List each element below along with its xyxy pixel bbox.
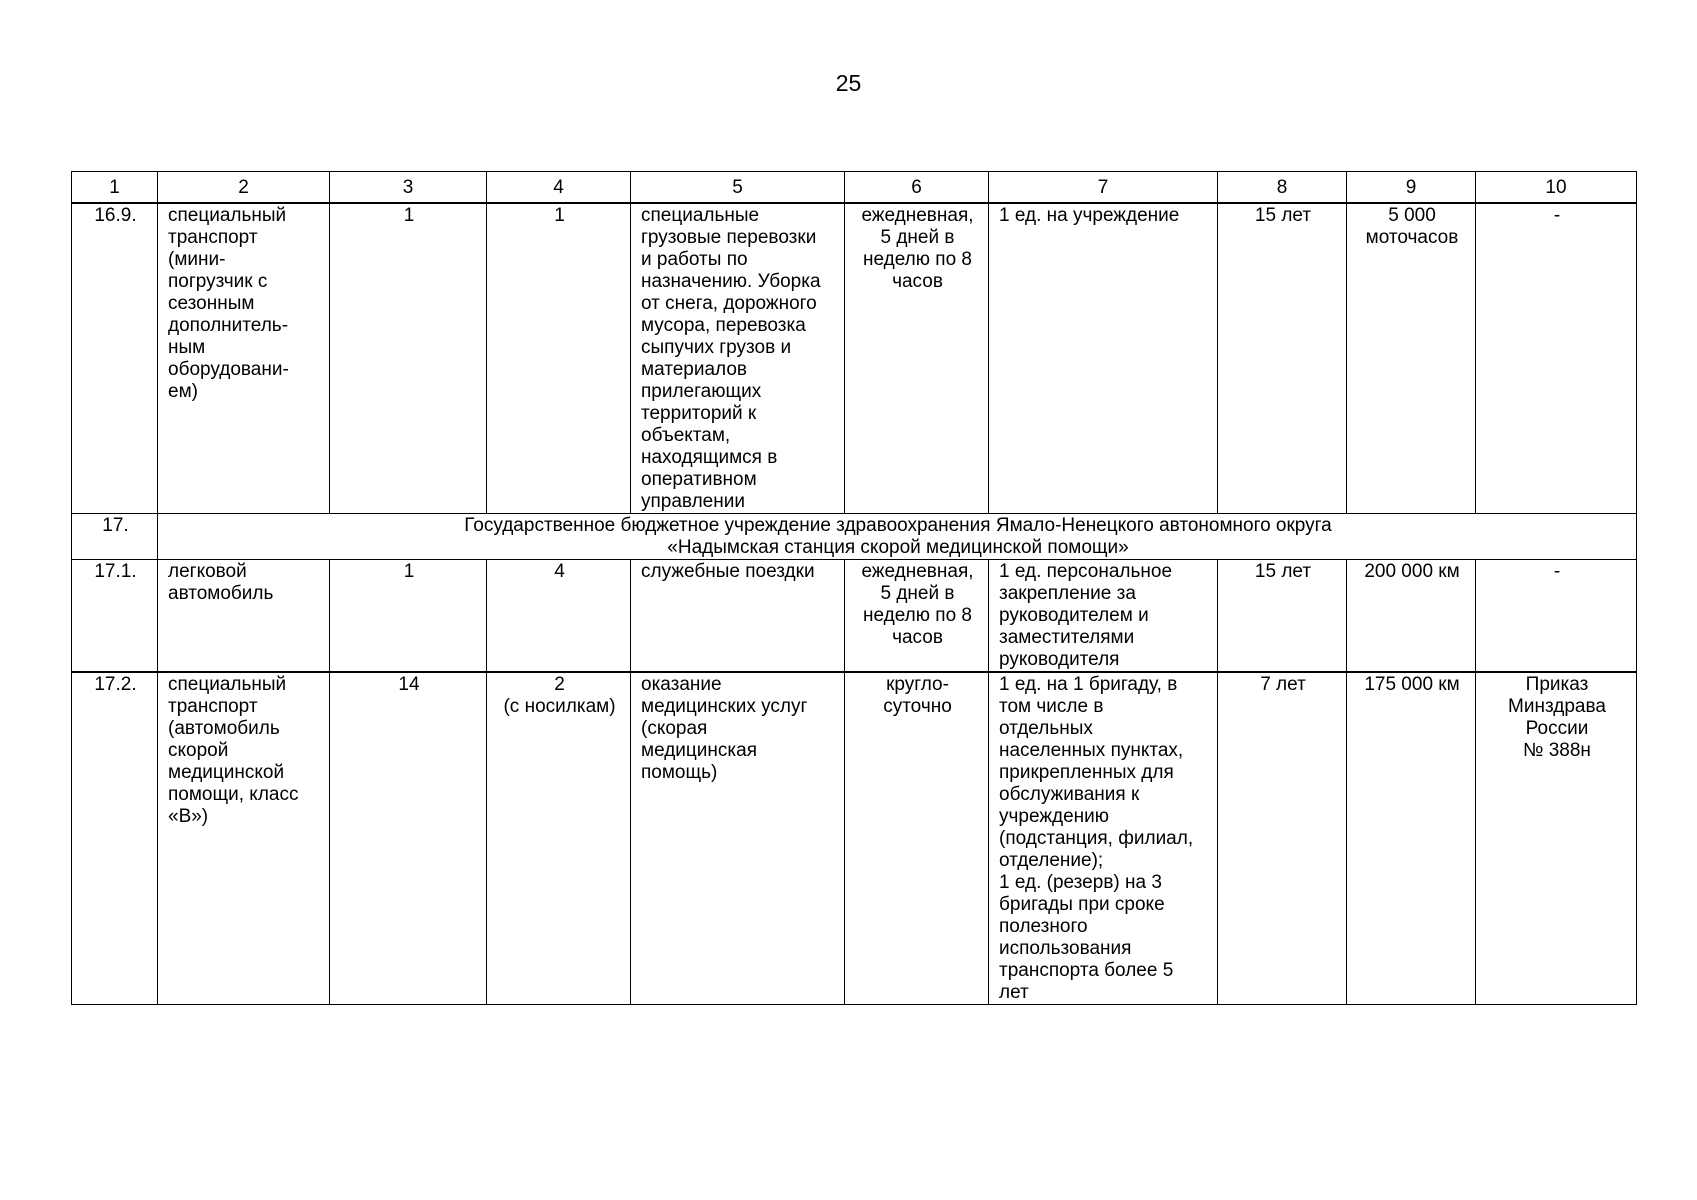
cell-col4: 1 (487, 203, 631, 514)
usage-purpose: оказание медицинских услуг (скорая медицинская помощь) (631, 672, 845, 1005)
norm-text: 1 ед. на 1 бригаду, в том числе в отдельных населенных пунктах, прикрепленных для обслуживания к учреждению (подстанция, филиал, отделение); 1 ед. (резерв) на 3 бригады при сроке полезного использования транспорта более 5 лет (989, 672, 1218, 1005)
service-life: 15 лет (1218, 203, 1347, 514)
column-number: 5 (631, 172, 845, 204)
usage-mode: ежедневная, 5 дней в неделю по 8 часов (845, 560, 989, 673)
legal-basis: - (1476, 203, 1637, 514)
mileage: 5 000 моточасов (1347, 203, 1476, 514)
column-number: 3 (330, 172, 487, 204)
norm-text: 1 ед. на учреждение (989, 203, 1218, 514)
vehicle-type: легковой автомобиль (158, 560, 330, 673)
legal-basis: - (1476, 560, 1637, 673)
service-life: 7 лет (1218, 672, 1347, 1005)
vehicle-type: специальный транспорт (автомобиль скорой медицинской помощи, класс «В») (158, 672, 330, 1005)
usage-mode: ежедневная, 5 дней в неделю по 8 часов (845, 203, 989, 514)
usage-purpose: специальные грузовые перевозки и работы по назначению. Уборка от снега, дорожного мусора, перевозка сыпучих грузов и материалов прилегающих территорий к объектам, находящимся в оперативном управлении (631, 203, 845, 514)
row-number: 17.1. (72, 560, 158, 673)
column-number: 8 (1218, 172, 1347, 204)
table-row (72, 560, 1637, 673)
cell-col3: 1 (330, 560, 487, 673)
column-number: 7 (989, 172, 1218, 204)
cell-col3: 1 (330, 203, 487, 514)
usage-mode: кругло- суточно (845, 672, 989, 1005)
vehicle-type: специальный транспорт (мини- погрузчик с сезонным дополнитель- ным оборудовани- ем) (158, 203, 330, 514)
column-number-row (72, 172, 1637, 204)
usage-purpose: служебные поездки (631, 560, 845, 673)
organization-row (72, 514, 1637, 560)
service-life: 15 лет (1218, 560, 1347, 673)
column-number: 4 (487, 172, 631, 204)
page-number: 25 (835, 70, 862, 96)
table-row (72, 203, 1637, 514)
mileage: 200 000 км (1347, 560, 1476, 673)
norm-text: 1 ед. персональное закрепление за руководителем и заместителями руководителя (989, 560, 1218, 673)
column-number: 10 (1476, 172, 1637, 204)
column-number: 1 (72, 172, 158, 204)
mileage: 175 000 км (1347, 672, 1476, 1005)
row-number: 16.9. (72, 203, 158, 514)
column-number: 2 (158, 172, 330, 204)
table-row (72, 672, 1637, 1005)
vehicle-norms-table (71, 171, 1637, 1005)
cell-col3: 14 (330, 672, 487, 1005)
cell-col4: 2 (с носилкам) (487, 672, 631, 1005)
legal-basis: Приказ Минздрава России № 388н (1476, 672, 1637, 1005)
organization-name: Государственное бюджетное учреждение здравоохранения Ямало-Ненецкого автономного округа «Надымская станция скорой медицинской помощи» (158, 514, 1637, 560)
row-number: 17.2. (72, 672, 158, 1005)
row-number: 17. (72, 514, 158, 560)
column-number: 9 (1347, 172, 1476, 204)
cell-col4: 4 (487, 560, 631, 673)
column-number: 6 (845, 172, 989, 204)
